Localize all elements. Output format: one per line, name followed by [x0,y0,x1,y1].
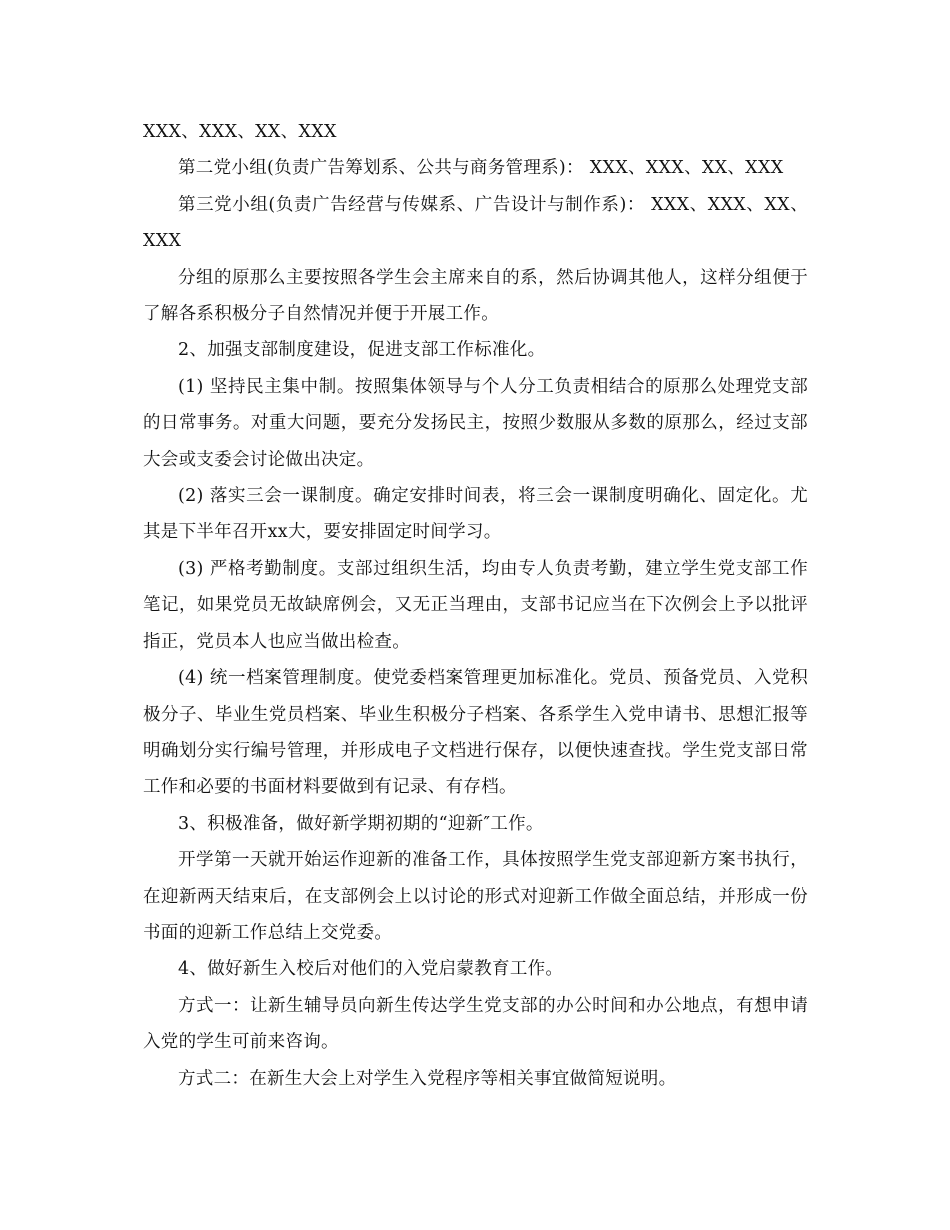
paragraph: 第三党小组(负责广告经营与传媒系、广告设计与制作系)： XXX、XXX、XX、XXX [143,194,808,252]
section-heading: 2、加强支部制度建设，促进支部工作标准化。 [178,340,546,361]
paragraph: 方式二：在新生大会上对学生入党程序等相关事宜做简短说明。 [178,1068,677,1089]
paragraph: (3) 严格考勤制度。支部过组织生活，均由专人负责考勤，建立学生党支部工作笔记，如果党员无故缺席例会，又无正当理由，支部书记应当在下次例会上予以批评指正，党员本人也应当做出检查。 [143,558,808,652]
paragraph: 开学第一天就开始运作迎新的准备工作，具体按照学生党支部迎新方案书执行，在迎新两天结束后，在支部例会上以讨论的形式对迎新工作做全面总结，并形成一份书面的迎新工作总结上交党委。 [143,850,808,943]
paragraph: XXX、XXX、XX、XXX [143,122,337,142]
paragraph: 方式一：让新生辅导员向新生传达学生党支部的办公时间和办公地点，有想申请入党的学生可前来咨询。 [143,995,808,1053]
paragraph: (4) 统一档案管理制度。使党委档案管理更加标准化。党员、预备党员、入党积极分子、毕业生党员档案、毕业生积极分子档案、各系学生入党申请书、思想汇报等明确划分实行编号管理，并形成电子文档进行保存，以便快速查找。学生党支部日常工作和必要的书面材料要做到有记录、有存档。 [143,668,808,798]
paragraph: 分组的原那么主要按照各学生会主席来自的系，然后协调其他人，这样分组便于了解各系积极分子自然情况并便于开展工作。 [143,267,808,325]
paragraph: (2) 落实三会一课制度。确定安排时间表，将三会一课制度明确化、固定化。尤其是下半年召开xx大，要安排固定时间学习。 [143,486,808,543]
section-heading: 4、做好新生入校后对他们的入党启蒙教育工作。 [178,959,564,980]
document-body [143,114,808,1097]
paragraph: 第二党小组(负责广告筹划系、公共与商务管理系)： XXX、XXX、XX、XXX [178,158,784,179]
section-heading: 3、积极准备，做好新学期初期的“迎新″工作。 [178,813,544,834]
paragraph: (1) 坚持民主集中制。按照集体领导与个人分工负责相结合的原那么处理党支部的日常事务。对重大问题，要充分发扬民主，按照少数服从多数的原那么，经过支部大会或支委会讨论做出决定。 [143,376,808,470]
